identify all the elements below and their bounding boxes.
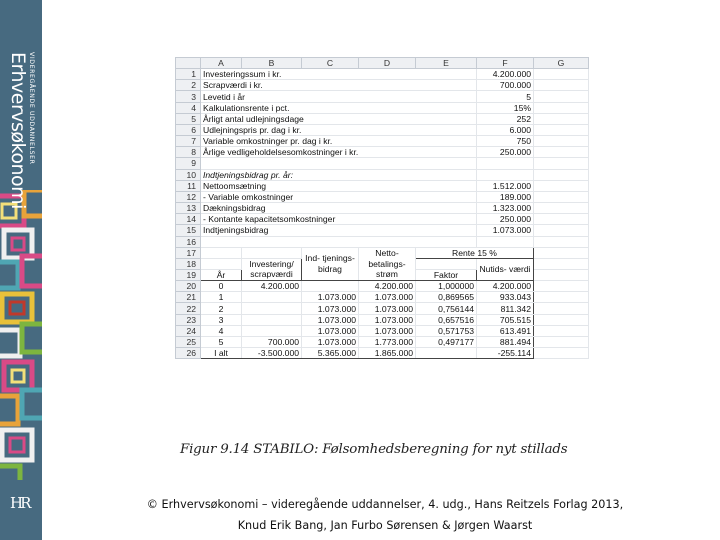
row-number: 7 — [176, 136, 201, 147]
cell-investering — [242, 292, 302, 303]
header-cell — [416, 258, 477, 269]
brand-subtitle: VIDEREGÅENDE UDDANNELSER — [28, 52, 35, 165]
row-label: Dækningsbidrag — [201, 203, 477, 214]
sheet-row — [176, 124, 589, 135]
authors-line: Knud Erik Bang, Jan Furbo Sørensen & Jørgen Waarst — [237, 519, 533, 532]
row-value: 250.000 — [477, 147, 534, 158]
row-number: 22 — [176, 303, 201, 314]
row-value: 4.200.000 — [477, 69, 534, 80]
row-value: 1.512.000 — [477, 180, 534, 191]
row-number: 1 — [176, 69, 201, 80]
row-label — [201, 158, 477, 169]
publisher-logo: HR — [10, 494, 29, 512]
cell-faktor: 0,571753 — [416, 325, 477, 336]
sheet-row — [176, 136, 589, 147]
cell-nutid: 705.515 — [477, 314, 534, 325]
brand-sidebar — [0, 0, 42, 540]
cell-netto: 1.073.000 — [359, 292, 416, 303]
figure-caption: Figur 9.14 STABILO: Følsomhedsberegning for nyt stillads — [180, 442, 568, 457]
cell-faktor: 1,000000 — [416, 281, 477, 292]
row-label: Levetid i år — [201, 91, 477, 102]
empty-cell — [534, 303, 589, 314]
row-value — [477, 236, 534, 247]
row-value: 250.000 — [477, 214, 534, 225]
cell-year: 2 — [201, 303, 242, 314]
row-label: - Variable omkostninger — [201, 191, 477, 202]
column-header: E — [416, 58, 477, 69]
cell-year: 5 — [201, 336, 242, 347]
row-number: 4 — [176, 102, 201, 113]
empty-cell — [534, 158, 589, 169]
cell-faktor: 0,657516 — [416, 314, 477, 325]
table-header-row — [176, 247, 589, 258]
cell-year: I alt — [201, 348, 242, 359]
cell-faktor: 0,869565 — [416, 292, 477, 303]
cell-bidrag: 1.073.000 — [302, 292, 359, 303]
row-number: 9 — [176, 158, 201, 169]
cell-bidrag: 1.073.000 — [302, 336, 359, 347]
cell-netto: 1.773.000 — [359, 336, 416, 347]
cell-investering — [242, 303, 302, 314]
row-value: 700.000 — [477, 80, 534, 91]
cell-nutid: 933.043 — [477, 292, 534, 303]
sheet-row — [176, 147, 589, 158]
header-cell — [242, 247, 302, 258]
table-data-row — [176, 303, 589, 314]
column-header: G — [534, 58, 589, 69]
column-header: F — [477, 58, 534, 69]
sheet-row — [176, 102, 589, 113]
empty-cell — [534, 169, 589, 180]
header-rente: Rente 15 % — [416, 247, 534, 258]
cell-year: 4 — [201, 325, 242, 336]
empty-cell — [534, 247, 589, 258]
row-value: 750 — [477, 136, 534, 147]
row-label: Udlejningspris pr. dag i kr. — [201, 124, 477, 135]
sheet-row — [176, 91, 589, 102]
empty-cell — [534, 147, 589, 158]
cell-nutid: 4.200.000 — [477, 281, 534, 292]
header-faktor: Faktor — [416, 269, 477, 280]
empty-cell — [534, 269, 589, 280]
row-label: Kalkulationsrente i pct. — [201, 102, 477, 113]
empty-cell — [534, 80, 589, 91]
cell-investering: 4.200.000 — [242, 281, 302, 292]
header-cell — [201, 247, 242, 258]
sheet-row — [176, 236, 589, 247]
empty-cell — [534, 325, 589, 336]
cell-netto: 1.073.000 — [359, 325, 416, 336]
header-investering: Investering/ scrapværdi — [242, 258, 302, 280]
row-number: 14 — [176, 214, 201, 225]
cell-faktor — [416, 348, 477, 359]
row-number: 13 — [176, 203, 201, 214]
cell-bidrag: 1.073.000 — [302, 325, 359, 336]
row-value: 5 — [477, 91, 534, 102]
cell-netto: 1.073.000 — [359, 303, 416, 314]
empty-cell — [534, 336, 589, 347]
cell-bidrag: 5.365.000 — [302, 348, 359, 359]
column-header: A — [201, 58, 242, 69]
table-data-row — [176, 314, 589, 325]
decorative-pattern — [0, 190, 42, 480]
sheet-row — [176, 69, 589, 80]
row-label: Nettoomsætning — [201, 180, 477, 191]
table-data-row — [176, 281, 589, 292]
row-number: 24 — [176, 325, 201, 336]
row-number: 6 — [176, 124, 201, 135]
empty-cell — [534, 136, 589, 147]
cell-nutid: 613.491 — [477, 325, 534, 336]
spreadsheet-figure — [175, 57, 589, 359]
empty-cell — [534, 214, 589, 225]
copyright-line: © Erhvervsøkonomi – videregående uddannelser, 4. udg., Hans Reitzels Forlag 2013, — [146, 498, 624, 511]
sheet-row — [176, 225, 589, 236]
row-label: Scrapværdi i kr. — [201, 80, 477, 91]
sheet-row — [176, 180, 589, 191]
cell-faktor: 0,756144 — [416, 303, 477, 314]
row-value: 1.073.000 — [477, 225, 534, 236]
header-bidrag: Ind- tjenings- bidrag — [302, 247, 359, 280]
cell-investering — [242, 314, 302, 325]
row-value — [477, 158, 534, 169]
cell-netto: 1.865.000 — [359, 348, 416, 359]
sheet-row — [176, 158, 589, 169]
row-number: 18 — [176, 258, 201, 269]
row-number: 25 — [176, 336, 201, 347]
row-number: 17 — [176, 247, 201, 258]
row-number: 11 — [176, 180, 201, 191]
row-number: 12 — [176, 191, 201, 202]
column-header: B — [242, 58, 302, 69]
empty-cell — [534, 236, 589, 247]
cell-bidrag — [302, 281, 359, 292]
sheet-row — [176, 203, 589, 214]
row-value: 252 — [477, 113, 534, 124]
cell-netto: 4.200.000 — [359, 281, 416, 292]
table-data-row — [176, 336, 589, 347]
row-label: - Kontante kapacitetsomkostninger — [201, 214, 477, 225]
empty-cell — [534, 281, 589, 292]
row-label: Årlige vedligeholdelsesomkostninger i kr. — [201, 147, 477, 158]
column-header-row — [176, 58, 589, 69]
row-label: Indtjeningsbidrag — [201, 225, 477, 236]
corner-cell — [176, 58, 201, 69]
cell-investering: -3.500.000 — [242, 348, 302, 359]
row-label: Investeringssum i kr. — [201, 69, 477, 80]
header-nutid: Nutids- værdi — [477, 258, 534, 280]
sheet-row — [176, 169, 589, 180]
row-label: Årligt antal udlejningsdage — [201, 113, 477, 124]
sheet-row — [176, 113, 589, 124]
row-value: 1.323.000 — [477, 203, 534, 214]
empty-cell — [534, 191, 589, 202]
row-number: 21 — [176, 292, 201, 303]
cell-nutid: 881.494 — [477, 336, 534, 347]
empty-cell — [534, 113, 589, 124]
copyright-footer — [120, 494, 650, 536]
empty-cell — [534, 102, 589, 113]
cell-investering — [242, 325, 302, 336]
row-number: 5 — [176, 113, 201, 124]
header-cell — [201, 258, 242, 269]
brand-title: Erhvervsøkonomi — [7, 52, 29, 209]
cell-year: 3 — [201, 314, 242, 325]
table-data-row — [176, 292, 589, 303]
row-value: 15% — [477, 102, 534, 113]
cell-bidrag: 1.073.000 — [302, 314, 359, 325]
empty-cell — [534, 292, 589, 303]
empty-cell — [534, 91, 589, 102]
empty-cell — [534, 180, 589, 191]
column-header: C — [302, 58, 359, 69]
row-label — [201, 236, 477, 247]
sheet-row — [176, 80, 589, 91]
row-number: 3 — [176, 91, 201, 102]
row-number: 10 — [176, 169, 201, 180]
cell-faktor: 0,497177 — [416, 336, 477, 347]
row-number: 15 — [176, 225, 201, 236]
row-number: 20 — [176, 281, 201, 292]
empty-cell — [534, 69, 589, 80]
row-label: Variable omkostninger pr. dag i kr. — [201, 136, 477, 147]
row-number: 8 — [176, 147, 201, 158]
empty-cell — [534, 225, 589, 236]
cell-investering: 700.000 — [242, 336, 302, 347]
row-number: 23 — [176, 314, 201, 325]
spreadsheet-body — [176, 69, 589, 359]
cell-nutid: 811.342 — [477, 303, 534, 314]
header-netto: Netto- betalings- strøm — [359, 247, 416, 280]
column-header: D — [359, 58, 416, 69]
sheet-row — [176, 191, 589, 202]
cell-year: 0 — [201, 281, 242, 292]
brand-mark — [8, 52, 38, 212]
row-value — [477, 169, 534, 180]
empty-cell — [534, 258, 589, 269]
row-number: 26 — [176, 348, 201, 359]
cell-netto: 1.073.000 — [359, 314, 416, 325]
row-number: 2 — [176, 80, 201, 91]
sheet-row — [176, 214, 589, 225]
table-data-row — [176, 325, 589, 336]
table-data-row — [176, 348, 589, 359]
empty-cell — [534, 124, 589, 135]
row-label: Indtjeningsbidrag pr. år: — [201, 169, 477, 180]
cell-nutid: -255.114 — [477, 348, 534, 359]
row-value: 6.000 — [477, 124, 534, 135]
row-value: 189.000 — [477, 191, 534, 202]
empty-cell — [534, 203, 589, 214]
row-number: 16 — [176, 236, 201, 247]
row-number: 19 — [176, 269, 201, 280]
cell-year: 1 — [201, 292, 242, 303]
cell-bidrag: 1.073.000 — [302, 303, 359, 314]
empty-cell — [534, 314, 589, 325]
header-aar: År — [201, 269, 242, 280]
empty-cell — [534, 348, 589, 359]
